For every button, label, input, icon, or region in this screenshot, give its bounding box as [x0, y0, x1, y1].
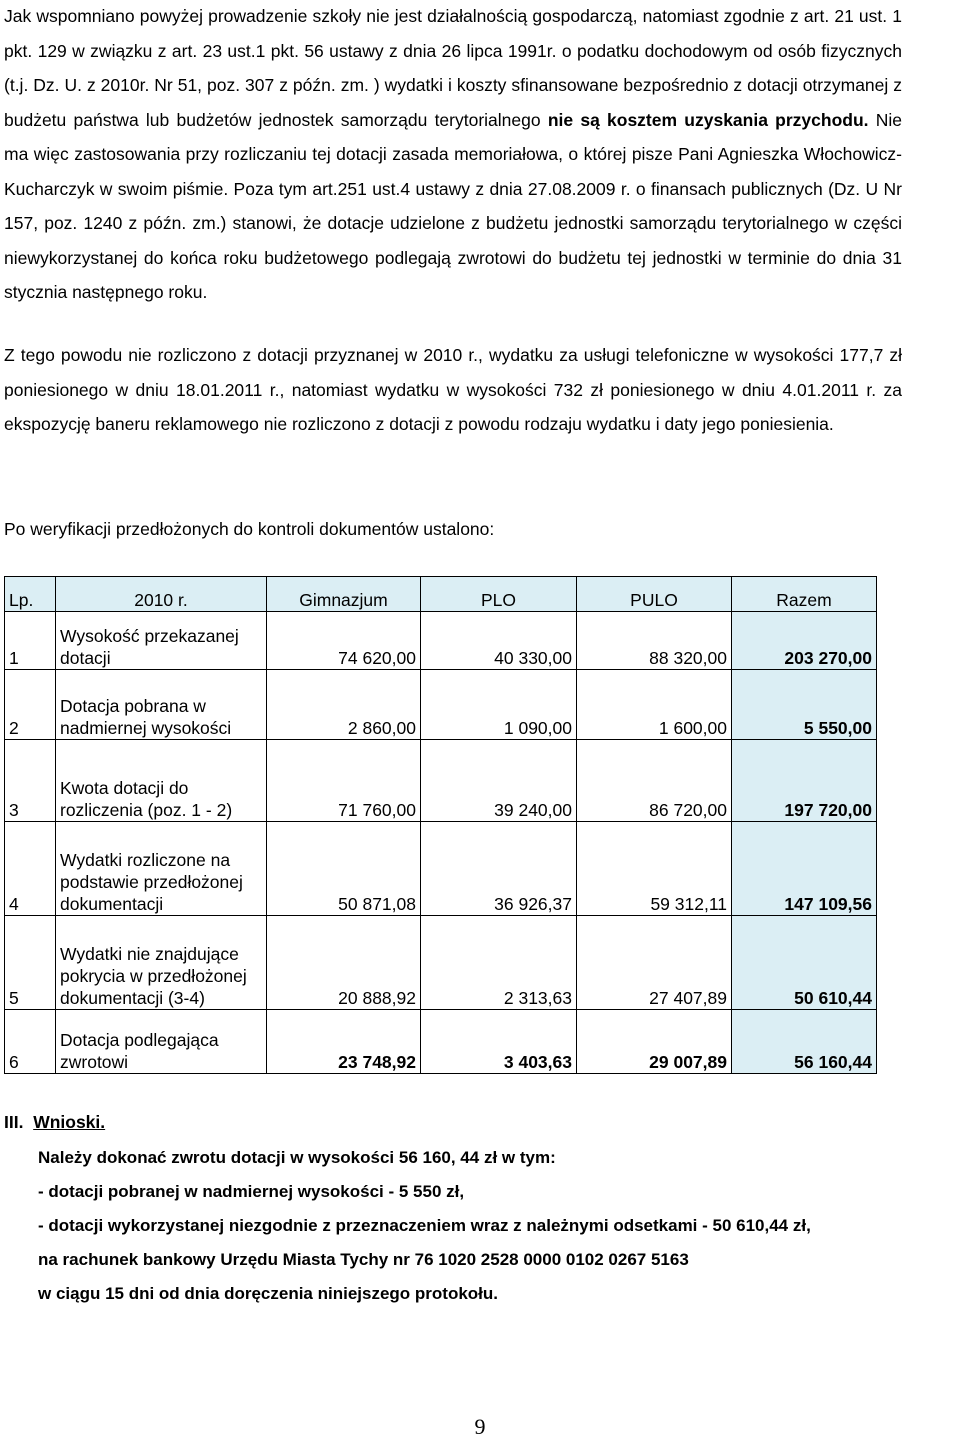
- row-pulo: 86 720,00: [577, 740, 732, 822]
- header-gimnazjum: Gimnazjum: [267, 577, 421, 612]
- header-plo: PLO: [421, 577, 577, 612]
- header-pulo: PULO: [577, 577, 732, 612]
- header-razem: Razem: [732, 577, 877, 612]
- table-row: [5, 822, 877, 916]
- row-plo: 2 313,63: [421, 916, 577, 1010]
- section-title: Wnioski.: [33, 1112, 106, 1132]
- row-pulo: 29 007,89: [577, 1010, 732, 1074]
- row-description: Wysokość przekazanej dotacji: [56, 612, 267, 670]
- row-razem: 56 160,44: [732, 1010, 877, 1074]
- row-description: Dotacja pobrana w nadmiernej wysokości: [56, 670, 267, 740]
- row-pulo: 88 320,00: [577, 612, 732, 670]
- paragraph-text: Jak wspomniano powyżej prowadzenie szkoły nie jest działalnością gospodarczą, natomiast zgodnie z art. 21 ust. 1 pkt. 129 w związku z art. 23 ust.1 pkt. 56 ustawy z dnia 26 lipca 1991r. o podatku dochodowym od osób fizycznych (t.j. Dz. U. z 2010r. Nr 51, poz. 307 z późn. zm. ) wydatki i koszty sfinansowane bezpośrednio z dotacji otrzymanej z budżetu państwa lub budżetów jednostek samorządu terytorialnego: [4, 6, 902, 130]
- row-description: Wydatki rozliczone na podstawie przedłożonej dokumentacji: [56, 822, 267, 916]
- table-row: [5, 1010, 877, 1074]
- row-razem: 50 610,44: [732, 916, 877, 1010]
- row-plo: 3 403,63: [421, 1010, 577, 1074]
- table-row: [5, 740, 877, 822]
- conclusion-line: w ciągu 15 dni od dnia doręczenia niniejszego protokołu.: [38, 1284, 499, 1303]
- conclusion-line: Należy dokonać zwrotu dotacji w wysokości 56 160, 44 zł w tym:: [38, 1148, 556, 1167]
- row-plo: 36 926,37: [421, 822, 577, 916]
- row-description: Kwota dotacji do rozliczenia (poz. 1 - 2): [56, 740, 267, 822]
- row-razem: 197 720,00: [732, 740, 877, 822]
- table-row: [5, 916, 877, 1010]
- grant-table: [4, 576, 877, 1074]
- conclusion-line: - dotacji wykorzystanej niezgodnie z przeznaczeniem wraz z należnymi odsetkami - 50 610,44 zł,: [38, 1216, 811, 1235]
- paragraph-legal-basis: [4, 0, 902, 310]
- header-lp: Lp.: [5, 577, 56, 612]
- table-row: [5, 670, 877, 740]
- row-lp: 6: [5, 1010, 56, 1074]
- row-gimnazjum: 2 860,00: [267, 670, 421, 740]
- row-lp: 5: [5, 916, 56, 1010]
- conclusion-line: - dotacji pobranej w nadmiernej wysokości - 5 550 zł,: [38, 1182, 465, 1201]
- row-pulo: 59 312,11: [577, 822, 732, 916]
- row-gimnazjum: 23 748,92: [267, 1010, 421, 1074]
- verification-intro: Po weryfikacji przedłożonych do kontroli dokumentów ustalono:: [4, 519, 495, 539]
- table-row: [5, 612, 877, 670]
- row-lp: 3: [5, 740, 56, 822]
- paragraph-text: Nie ma więc zastosowania przy rozliczaniu tej dotacji zasada memoriałowa, o której pisze Pani Agnieszka Włochowicz- Kucharczyk w swoim piśmie. Poza tym art.251 ust.4 ustawy z dnia 27.08.2009 r. o finansach publicznych (Dz. U Nr 157, poz. 1240 z późn. zm.) stanowi, że dotacje udzielone z budżetu jednostki samorządu terytorialnego w części niewykorzystanej do końca roku budżetowego podlegają zwrotowi do budżetu tej jednostki w terminie do dnia 31 stycznia następnego roku.: [4, 109, 903, 302]
- row-gimnazjum: 71 760,00: [267, 740, 421, 822]
- row-gimnazjum: 74 620,00: [267, 612, 421, 670]
- row-plo: 39 240,00: [421, 740, 577, 822]
- row-gimnazjum: 50 871,08: [267, 822, 421, 916]
- table-header-row: [5, 577, 877, 612]
- row-plo: 40 330,00: [421, 612, 577, 670]
- paragraph-expenses: Z tego powodu nie rozliczono z dotacji przyznanej w 2010 r., wydatku za usługi telefoniczne w wysokości 177,7 zł poniesionego w dniu 18.01.2011 r., natomiast wydatku w wysokości 732 zł poniesionego w dniu 4.01.2011 r. za ekspozycję baneru reklamowego nie rozliczono z dotacji z powodu rodzaju wydatku i daty jego poniesienia.: [4, 345, 902, 434]
- row-plo: 1 090,00: [421, 670, 577, 740]
- row-lp: 2: [5, 670, 56, 740]
- row-description: Wydatki nie znajdujące pokrycia w przedłożonej dokumentacji (3-4): [56, 916, 267, 1010]
- row-razem: 203 270,00: [732, 612, 877, 670]
- row-gimnazjum: 20 888,92: [267, 916, 421, 1010]
- conclusions-heading: [4, 1112, 105, 1133]
- row-lp: 1: [5, 612, 56, 670]
- page-number: 9: [474, 1414, 486, 1439]
- section-number: III.: [4, 1112, 24, 1132]
- header-year: 2010 r.: [56, 577, 267, 612]
- row-lp: 4: [5, 822, 56, 916]
- conclusion-line: na rachunek bankowy Urzędu Miasta Tychy nr 76 1020 2528 0000 0102 0267 5163: [38, 1250, 689, 1269]
- row-pulo: 1 600,00: [577, 670, 732, 740]
- paragraph-bold-text: nie są kosztem uzyskania przychodu.: [547, 109, 869, 130]
- row-razem: 5 550,00: [732, 670, 877, 740]
- row-description: Dotacja podlegająca zwrotowi: [56, 1010, 267, 1074]
- row-pulo: 27 407,89: [577, 916, 732, 1010]
- row-razem: 147 109,56: [732, 822, 877, 916]
